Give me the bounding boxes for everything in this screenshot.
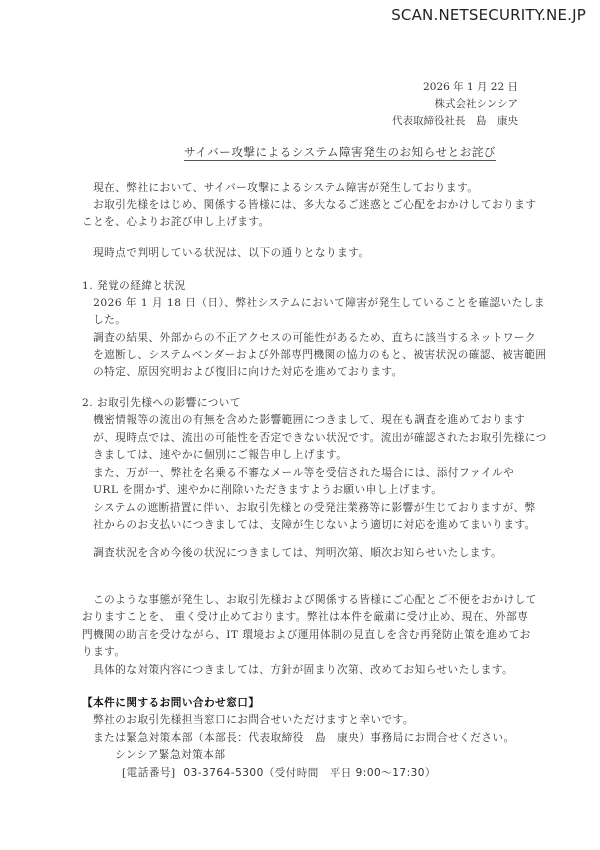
site-watermark: SCAN.NETSECURITY.NE.JP [391, 6, 586, 24]
phone-number: 03-3764-5300（受付時間 平日 9:00～17:30） [183, 767, 436, 779]
section-heading: 2. お取引先様への影響について [82, 397, 241, 409]
body-line: おりますことを、 重く受け止めております。弊社は本件を厳粛に受け止め、現在、外部専 [82, 611, 529, 623]
body-line: このような事態が発生し、お取引先様および関係する皆様にご心配とご不便をおかけして [82, 594, 537, 606]
document-title: サイバー攻撃によるシステム障害発生のお知らせとお詫び [183, 145, 497, 159]
body-line: 門機関の助言を受けながら、IT 環境および運用体制の見直しを含む再発防止策を進めてお [82, 629, 531, 641]
document-date: 2026 年 1 月 22 日 [423, 81, 518, 93]
body-line: 調査状況を含め今後の状況につきましては、判明次第、順次お知らせいたします。 [82, 547, 503, 559]
body-line: 社からのお支払いにつきましては、支障が生じないよう適切に対応を進めてまいります。 [82, 519, 536, 531]
body-line: 調査の結果、外部からの不正アクセスの可能性があるため、直ちに該当するネットワーク [82, 332, 537, 344]
section-heading: 1. 発覚の経緯と状況 [82, 280, 186, 292]
body-line: ります。 [82, 646, 126, 658]
body-line: 具体的な対策内容につきましては、方針が固まり次第、改めてお知らせいたします。 [82, 664, 514, 676]
body-line: システムの遮断措置に伴い、お取引先様との受発注業務等に影響が生じておりますが、弊 [82, 502, 536, 514]
body-line: また、万が一、弊社を名乗る不審なメール等を受信された場合には、添付ファイルや [82, 467, 515, 479]
contact-department: シンシア緊急対策本部 [115, 749, 226, 761]
contact-line: または緊急対策本部（本部長：代表取締役 島 康央）事務局にお問合せください。 [82, 732, 515, 744]
body-line: を遮断し、システムベンダーおよび外部専門機関の協力のもと、被害状況の確認、被害範囲 [82, 349, 547, 361]
body-line: お取引先様をはじめ、関係する皆様には、多大なるご迷惑とご心配をおかけしております [82, 199, 537, 211]
company-name: 株式会社シンシア [434, 98, 518, 110]
contact-line: 弊社のお取引先様担当窓口にお問合せいただけますと幸いです。 [82, 714, 414, 726]
body-line: した。 [82, 314, 127, 326]
body-line: 現時点で判明している状況は、以下の通りとなります。 [82, 247, 370, 259]
contact-heading: 【本件に関するお問い合わせ窓口】 [82, 697, 260, 709]
body-line: きましては、速やかに個別にご報告申し上げます。 [82, 449, 348, 461]
phone-label: [電話番号] [122, 767, 176, 779]
contact-phone-row [122, 765, 436, 780]
representative: 代表取締役社長 島 康央 [392, 115, 518, 127]
body-line: 現在、弊社において、サイバー攻撃によるシステム障害が発生しております。 [82, 182, 479, 194]
body-line: URL を開かず、速やかに削除いただきますようお願い申し上げます。 [82, 484, 443, 496]
body-line: が、現時点では、流出の可能性を否定できない状況です。流出が確認されたお取引先様につ [82, 432, 547, 444]
body-line: 2026 年 1 月 18 日（日）、弊社システムにおいて障害が発生していることを確認いたしま [82, 297, 546, 309]
body-line: 機密情報等の流出の有無を含めた影響範囲につきまして、現在も調査を進めております [82, 414, 526, 426]
body-line: ことを、心よりお詫び申し上げます。 [82, 216, 270, 228]
body-line: の特定、原因究明および復旧に向けた対応を進めております。 [82, 366, 403, 378]
